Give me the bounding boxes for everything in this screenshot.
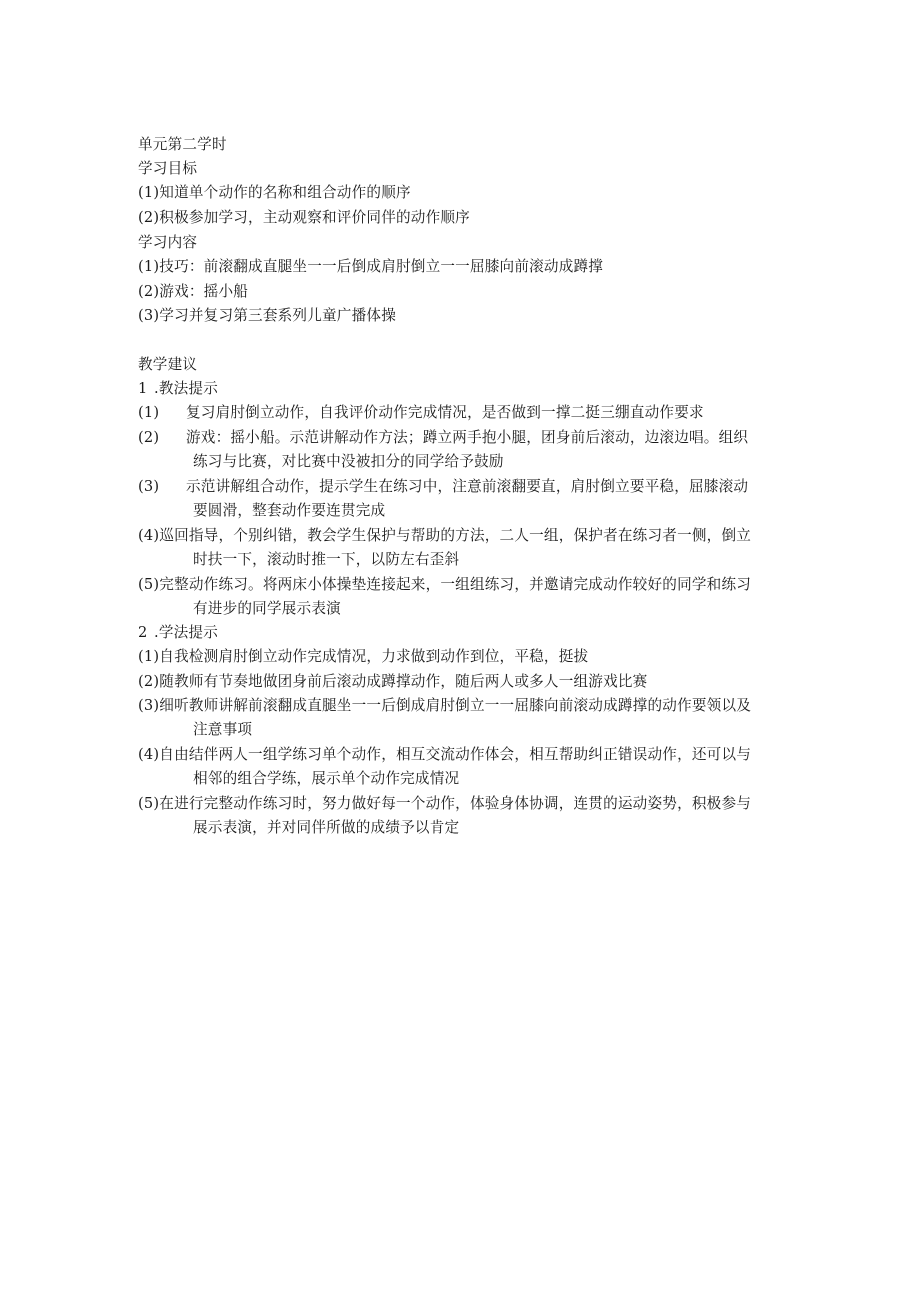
item-text: 积极参加学习，主动观察和评价同伴的动作顺序 (159, 209, 470, 226)
item-number: (2) (138, 673, 160, 690)
item-number: (1) (138, 258, 160, 275)
learning-item-3 (138, 695, 788, 717)
item-text: 自由结伴两人一组学练习单个动作，相互交流动作体会，相互帮助纠正错误动作，还可以与 (159, 746, 752, 763)
teaching-tips-heading (138, 378, 788, 400)
item-text: 自我检测肩肘倒立动作完成情况，力求做到动作到位，平稳，挺拔 (159, 648, 589, 665)
item-number: (2) (138, 429, 160, 446)
teaching-item-2 (138, 427, 788, 449)
item-number: (2) (138, 283, 160, 300)
item-number: (3) (138, 697, 160, 714)
goals-heading: 学习目标 (138, 160, 198, 177)
item-text: 细听教师讲解前滚翻成直腿坐一一后倒成肩肘倒立一一屈膝向前滚动成蹲撑的动作要领以及 (159, 697, 752, 714)
learning-item-5 (138, 793, 788, 815)
item-text: 在进行完整动作练习时，努力做好每一个动作，体验身体协调，连贯的运动姿势，积极参与 (159, 795, 752, 812)
section-title: .学法提示 (154, 624, 219, 641)
learning-tips-heading (138, 622, 788, 644)
learning-item-5-cont: 展示表演，并对同伴所做的成绩予以肯定 (193, 819, 460, 836)
item-text: 巡回指导，个别纠错，教会学生保护与帮助的方法，二人一组，保护者在练习者一侧，倒立 (159, 527, 752, 544)
section-title: .教法提示 (154, 380, 219, 397)
learning-item-1 (138, 646, 788, 668)
item-number: (1) (138, 648, 160, 665)
unit-title: 单元第二学时 (138, 136, 227, 153)
goal-item-2 (138, 207, 788, 229)
item-number: (5) (138, 576, 160, 593)
teaching-item-4-cont: 时扶一下，滚动时推一下，以防左右歪斜 (193, 551, 460, 568)
content-item-3 (138, 305, 788, 327)
item-number: (3) (138, 307, 160, 324)
teaching-item-1 (138, 402, 788, 424)
item-number: (3) (138, 478, 160, 495)
teaching-item-5-cont: 有进步的同学展示表演 (193, 600, 341, 617)
item-number: (4) (138, 746, 160, 763)
teaching-item-2-cont: 练习与比赛，对比赛中没被扣分的同学给予鼓励 (193, 453, 504, 470)
item-text: 完整动作练习。将两床小体操垫连接起来，一组组练习，并邀请完成动作较好的同学和练习 (159, 576, 752, 593)
item-text: 学习并复习第三套系列儿童广播体操 (159, 307, 396, 324)
learning-item-4-cont: 相邻的组合学练，展示单个动作完成情况 (193, 770, 460, 787)
item-number: (2) (138, 209, 160, 226)
item-text: 游戏：摇小船。示范讲解动作方法；蹲立两手抱小腿，团身前后滚动，边滚边唱。组织 (186, 429, 749, 446)
item-text: 随教师有节奏地做团身前后滚动成蹲撑动作，随后两人或多人一组游戏比赛 (159, 673, 648, 690)
learning-item-3-cont: 注意事项 (193, 721, 253, 738)
item-text: 技巧：前滚翻成直腿坐一一后倒成肩肘倒立一一屈膝向前滚动成蹲撑 (159, 258, 604, 275)
learning-item-2 (138, 671, 788, 693)
goal-item-1 (138, 182, 788, 204)
teaching-item-5 (138, 574, 788, 596)
teaching-item-3-cont: 要圆滑，整套动作要连贯完成 (193, 502, 386, 519)
item-number: (1) (138, 184, 160, 201)
content-item-1 (138, 256, 788, 278)
content-heading: 学习内容 (138, 234, 198, 251)
suggestions-heading: 教学建议 (138, 356, 198, 373)
item-number: (1) (138, 404, 160, 421)
item-text: 知道单个动作的名称和组合动作的顺序 (159, 184, 411, 201)
learning-item-4 (138, 744, 788, 766)
item-text: 示范讲解组合动作，提示学生在练习中，注意前滚翻要直，肩肘倒立要平稳，屈膝滚动 (186, 478, 749, 495)
section-number: 1 (138, 380, 148, 397)
item-number: (5) (138, 795, 160, 812)
teaching-item-4 (138, 525, 788, 547)
item-text: 复习肩肘倒立动作，自我评价动作完成情况，是否做到一撑二挺三绷直动作要求 (186, 404, 704, 421)
section-number: 2 (138, 624, 148, 641)
content-item-2 (138, 281, 788, 303)
item-text: 游戏：摇小船 (159, 283, 249, 300)
teaching-item-3 (138, 476, 788, 498)
item-number: (4) (138, 527, 160, 544)
